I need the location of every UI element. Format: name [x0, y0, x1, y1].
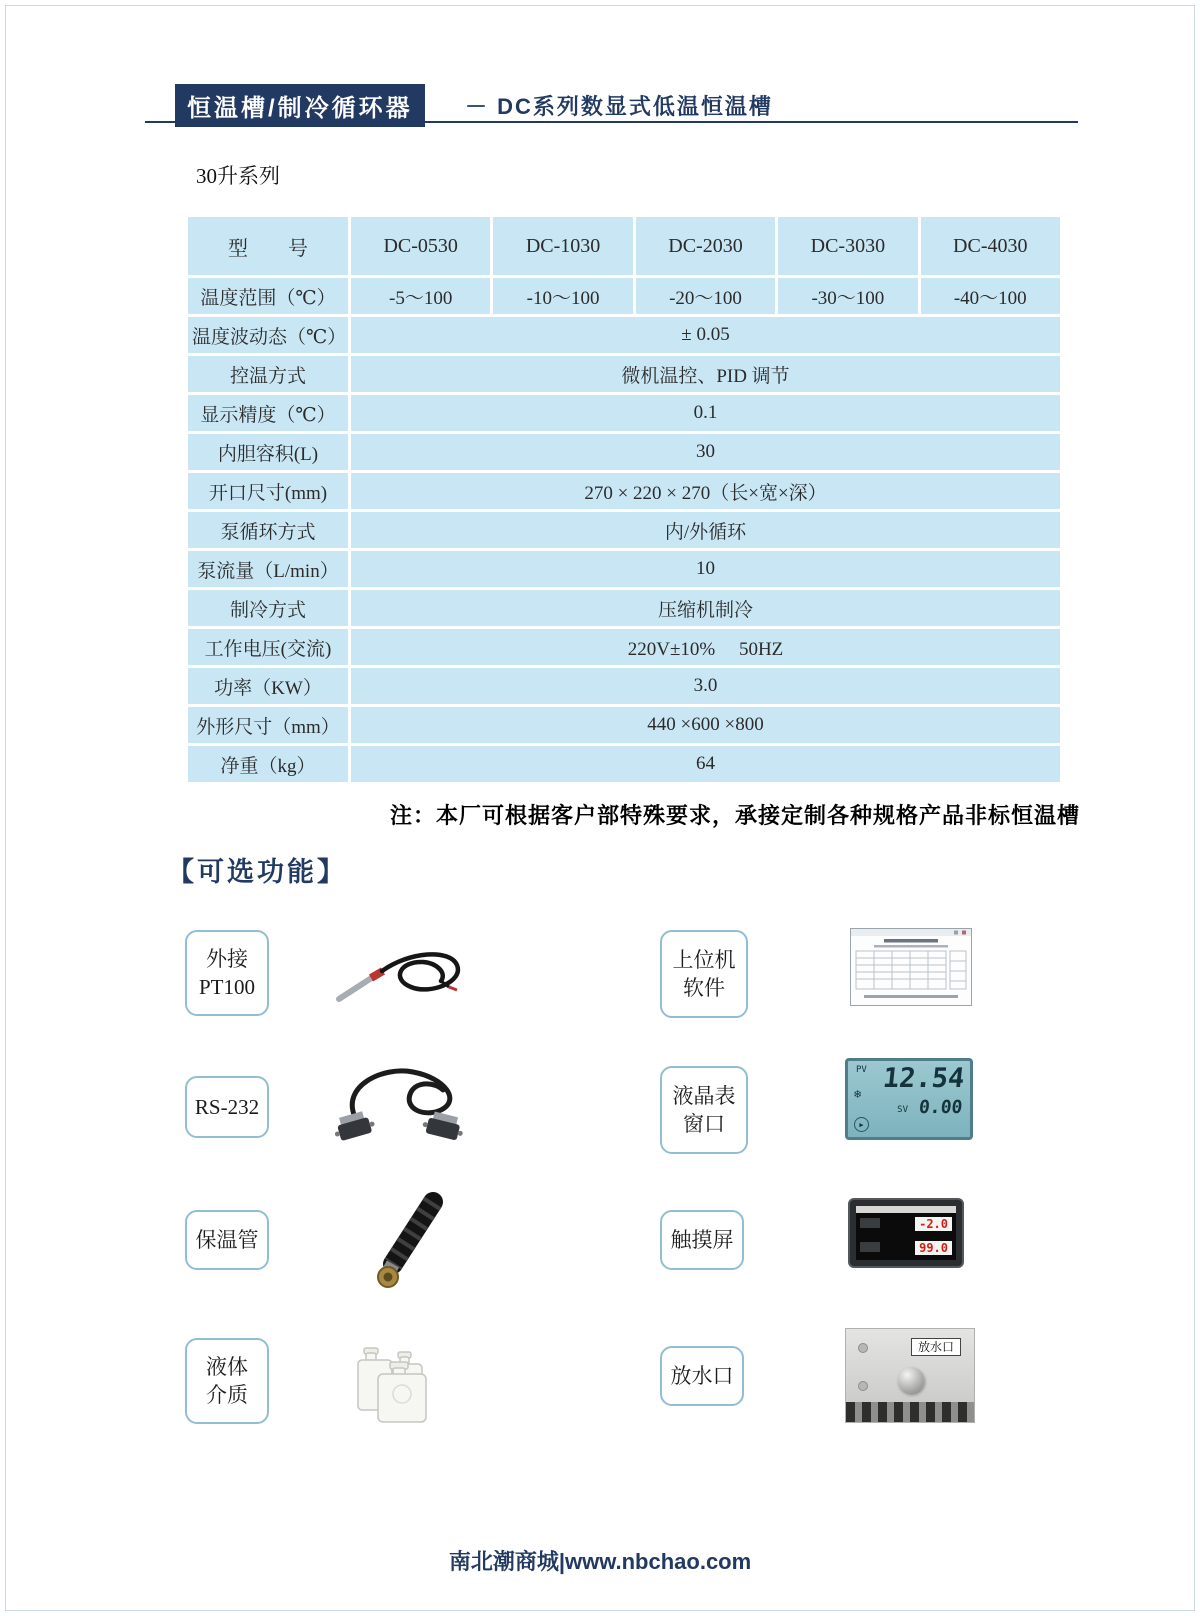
touch-screen-value-bottom: 99.0: [915, 1241, 952, 1255]
option-label-line: 外接: [206, 946, 248, 971]
option-label-line: 介质: [206, 1383, 248, 1407]
table-row: [188, 629, 1060, 665]
option-label-line: 窗口: [683, 1112, 725, 1136]
play-arrow-icon: ▶: [854, 1117, 869, 1132]
header-badge: 恒温槽/制冷循环器: [175, 84, 425, 127]
spec-value: 30: [351, 434, 1060, 470]
rs232-cable-image: [325, 1060, 475, 1155]
lcd-pv-label: PV: [856, 1065, 867, 1075]
spec-row-label: 温度波动态（℃）: [188, 317, 348, 353]
lcd-sv-value: 0.00: [917, 1097, 964, 1118]
option-label-line: 液体: [206, 1354, 248, 1379]
table-row: [188, 551, 1060, 587]
temp-cell: -20～100: [636, 278, 775, 314]
temp-cell: -40～100: [921, 278, 1060, 314]
option-label-insulated-tube: [185, 1210, 269, 1270]
lcd-sv-label: SV: [897, 1105, 908, 1115]
model-cell: DC-4030: [921, 217, 1060, 275]
lcd-display-image: [845, 1058, 973, 1140]
table-row: [188, 434, 1060, 470]
drain-knob: [898, 1367, 924, 1393]
liquid-jugs-image: [340, 1334, 465, 1431]
custom-order-note: 注：本厂可根据客户部特殊要求，承接定制各种规格产品非标恒温槽: [389, 803, 1080, 828]
spec-value: 0.1: [351, 395, 1060, 431]
spec-row-label: 控温方式: [188, 356, 348, 392]
optional-features-title: 【可选功能】: [167, 857, 347, 887]
series-title: 30升系列: [196, 164, 280, 188]
table-row: [188, 707, 1060, 743]
touch-screen-label-stub: [860, 1218, 880, 1228]
spec-value: ± 0.05: [351, 317, 1060, 353]
software-screenshot-image: [850, 928, 972, 1011]
spec-table: [185, 214, 1063, 785]
model-cell: DC-2030: [636, 217, 775, 275]
option-label-line: 上位机: [672, 947, 736, 972]
table-row: [188, 668, 1060, 704]
touch-screen-panel: [856, 1206, 956, 1260]
screw-icon: [858, 1343, 868, 1353]
temp-cell: -5～100: [351, 278, 490, 314]
option-label-touch-screen: [660, 1210, 744, 1270]
spec-value: 微机温控、PID 调节: [351, 356, 1060, 392]
model-cell: DC-3030: [778, 217, 917, 275]
option-label-liquid-medium: [185, 1338, 269, 1424]
table-row-temp-range: [188, 278, 1060, 314]
spec-value: 270 × 220 × 270（长×宽×深）: [351, 473, 1060, 509]
option-label-rs232: [185, 1076, 269, 1138]
table-row: [188, 590, 1060, 626]
spec-row-label: 温度范围（℃）: [188, 278, 348, 314]
option-label-line: 触摸屏: [670, 1227, 734, 1252]
spec-row-label: 内胆容积(L): [188, 434, 348, 470]
option-label-line: RS-232: [194, 1094, 260, 1119]
insulated-tube-image: [345, 1192, 465, 1297]
table-row: [188, 512, 1060, 548]
option-label-lcd-window: [660, 1066, 748, 1154]
spec-row-label: 泵循环方式: [188, 512, 348, 548]
pt100-probe-image: [325, 935, 475, 1015]
lcd-pv-value: 12.54: [881, 1063, 966, 1094]
table-row: [188, 356, 1060, 392]
option-label-line: 保温管: [195, 1227, 259, 1252]
option-label-pt100: [185, 930, 269, 1016]
vent-slats: [846, 1402, 974, 1422]
screw-icon: [858, 1381, 868, 1391]
touch-screen-image: [848, 1198, 964, 1268]
spec-value: 内/外循环: [351, 512, 1060, 548]
spec-row-label: 开口尺寸(mm): [188, 473, 348, 509]
spec-row-label: 显示精度（℃）: [188, 395, 348, 431]
model-cell: DC-0530: [351, 217, 490, 275]
drain-outlet-label: 放水口: [911, 1338, 961, 1356]
table-row-models: [188, 217, 1060, 275]
touch-screen-header-band: [856, 1206, 956, 1213]
model-header-label: 型 号: [188, 217, 348, 275]
spec-row-label: 功率（KW）: [188, 668, 348, 704]
spec-row-label: 泵流量（L/min）: [188, 551, 348, 587]
option-label-line: 放水口: [670, 1363, 734, 1388]
option-label-line: 液晶表: [672, 1083, 736, 1108]
spec-row-label: 净重（kg）: [188, 746, 348, 782]
temp-cell: -30～100: [778, 278, 917, 314]
touch-screen-label-stub: [860, 1242, 880, 1252]
header-rule: [145, 121, 1078, 123]
spec-row-label: 制冷方式: [188, 590, 348, 626]
spec-row-label: 工作电压(交流): [188, 629, 348, 665]
spec-value: 440 ×600 ×800: [351, 707, 1060, 743]
touch-screen-value-top: -2.0: [915, 1217, 952, 1231]
option-label-line: 软件: [683, 976, 725, 1000]
option-label-drain: [660, 1346, 744, 1406]
table-row: [188, 395, 1060, 431]
drain-outlet-image: [845, 1328, 975, 1423]
model-cell: DC-1030: [493, 217, 632, 275]
table-row: [188, 317, 1060, 353]
option-label-host-software: [660, 930, 748, 1018]
option-label-line: PT100: [198, 975, 255, 999]
temp-cell: -10～100: [493, 278, 632, 314]
snowflake-icon: ❄: [854, 1087, 862, 1101]
spec-value: 10: [351, 551, 1060, 587]
spec-value: 压缩机制冷: [351, 590, 1060, 626]
spec-row-label: 外形尺寸（mm）: [188, 707, 348, 743]
table-row: [188, 473, 1060, 509]
spec-value: 3.0: [351, 668, 1060, 704]
spec-value: 64: [351, 746, 1060, 782]
header-subtitle: － DC系列数显式低温恒温槽: [465, 94, 773, 119]
spec-value: 220V±10% 50HZ: [351, 629, 1060, 665]
footer-site-text: 南北潮商城|www.nbchao.com: [448, 1549, 752, 1574]
table-row: [188, 746, 1060, 782]
